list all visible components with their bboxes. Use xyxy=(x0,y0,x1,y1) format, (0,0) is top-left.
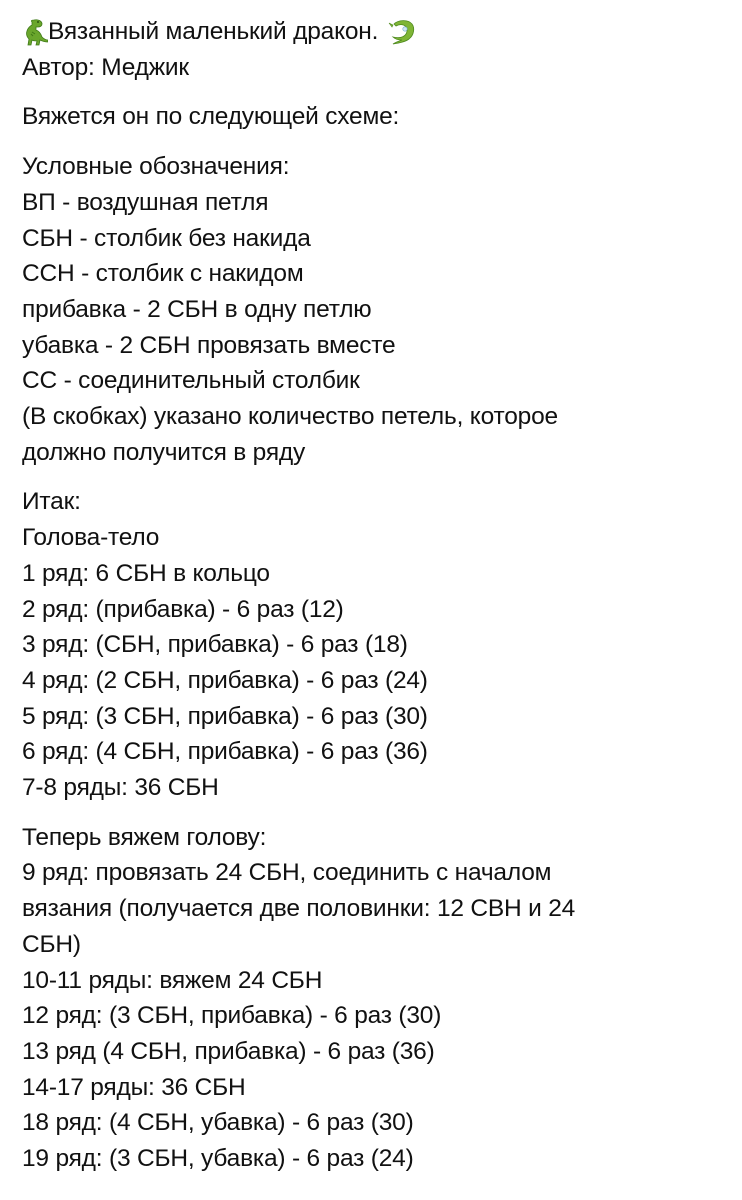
pattern-row: 6 ряд: (4 СБН, прибавка) - 6 раз (36) xyxy=(22,738,428,766)
body-intro: Итак: xyxy=(22,488,81,516)
pattern-row: 2 ряд: (прибавка) - 6 раз (12) xyxy=(22,595,344,623)
pattern-row: 19 ряд: (3 СБН, убавка) - 6 раз (24) xyxy=(22,1145,414,1173)
pattern-row: 1 ряд: 6 СБН в кольцо xyxy=(22,559,270,587)
spacer xyxy=(22,470,732,484)
t-rex-icon xyxy=(16,16,48,48)
pattern-row: 9 ряд: провязать 24 СБН, соединить с началом xyxy=(22,859,552,887)
spacer xyxy=(22,806,732,820)
legend-heading: Условные обозначения: xyxy=(22,153,290,181)
legend-item: (В скобках) указано количество петель, которое xyxy=(22,403,558,431)
pattern-row: 13 ряд (4 СБН, прибавка) - 6 раз (36) xyxy=(22,1037,435,1065)
pattern-row: 14-17 ряды: 36 СБН xyxy=(22,1073,246,1101)
section-heading-head: Теперь вяжем голову: xyxy=(22,823,267,851)
title-line xyxy=(22,14,732,50)
pattern-row: 4 ряд: (2 СБН, прибавка) - 6 раз (24) xyxy=(22,666,428,694)
legend-item: СС - соединительный столбик xyxy=(22,367,360,395)
author-line: Автор: Меджик xyxy=(22,53,189,81)
pattern-row: 5 ряд: (3 СБН, прибавка) - 6 раз (30) xyxy=(22,702,428,730)
spacer xyxy=(22,135,732,149)
spacer xyxy=(22,85,732,99)
pattern-row: 10-11 ряды: вяжем 24 СБН xyxy=(22,966,323,994)
title-text: Вязанный маленький дракон. xyxy=(48,18,379,45)
dragon-icon xyxy=(386,16,418,48)
legend-item: должно получится в ряду xyxy=(22,438,306,466)
pattern-row: СБН) xyxy=(22,930,81,958)
legend-item: убавка - 2 СБН провязать вместе xyxy=(22,331,396,359)
legend-item: прибавка - 2 СБН в одну петлю xyxy=(22,295,372,323)
pattern-row: 7-8 ряды: 36 СБН xyxy=(22,774,219,802)
legend-item: ССН - столбик с накидом xyxy=(22,260,304,288)
section-heading-body: Голова-тело xyxy=(22,524,160,552)
pattern-row: 18 ряд: (4 СБН, убавка) - 6 раз (30) xyxy=(22,1109,414,1137)
legend-item: СБН - столбик без накида xyxy=(22,224,311,252)
document xyxy=(22,14,732,1177)
pattern-row: 3 ряд: (СБН, прибавка) - 6 раз (18) xyxy=(22,631,408,659)
pattern-row: вязания (получается две половинки: 12 СВН и 24 xyxy=(22,895,576,923)
legend-item: ВП - воздушная петля xyxy=(22,188,269,216)
pattern-row: 12 ряд: (3 СБН, прибавка) - 6 раз (30) xyxy=(22,1002,442,1030)
intro-text: Вяжется он по следующей схеме: xyxy=(22,103,400,131)
